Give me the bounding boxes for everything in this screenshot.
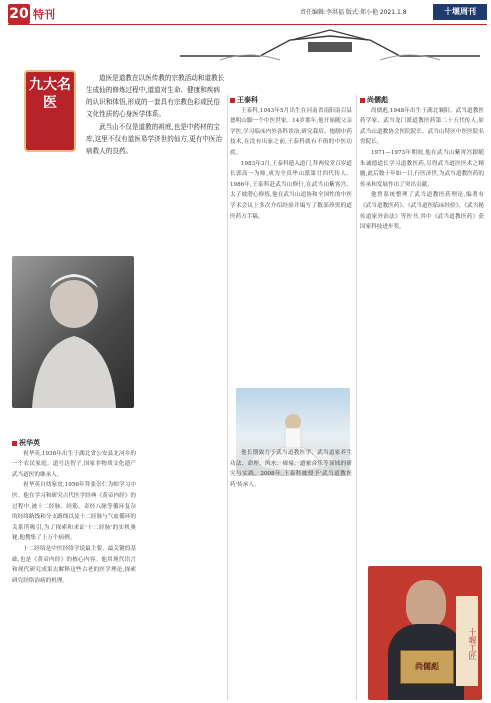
doctor-name: 祝华英 [19,438,40,447]
article-paragraph: 王泰科,1943年5月出生在河南省南阳南召县德明山脚一个中医世家。14岁那年,他开始随父亲学医,学习临床内外各科诊治,研究栽培、炮制中药技术,在没有出家之前,王泰科就有不俗的中医功底。 [230,107,352,156]
article-paragraph: 他长期致力于武当道教医学、武当道家养生功法、命理、风水、周易、道家音乐等领域的研究与实践。2008年,王泰科被授予'武当道教医药'传承人。 [230,450,352,488]
intro-text [86,72,226,158]
bullet-square [230,98,235,103]
bullet-square [360,98,365,103]
article-paragraph: 十二经络是中医经络学说最主要、最关键的基础,也是《黄帝内经》的核心内容。他用现代语言和现代研究成果去解释这些古老的医学理论,探索研究经络治病的机理。 [12,545,136,584]
brand-tag: 十堰周刊 [433,4,487,20]
doctor-name: 尚儒彪 [367,95,388,104]
bullet-square [12,441,17,446]
column-badge: 九大名医 [24,70,76,152]
portrait-silhouette [12,256,134,408]
section-title: 特刊 [33,8,55,21]
honor-banner: 十堰工匠 [456,596,478,686]
article-zhu [12,438,136,700]
column-divider [227,95,228,700]
article-paragraph: 1971—1973年期间,他在武当山紫霄宫跟随朱诚德道长学习道教医药,尽得武当道医医术之精髓,此后数十年如一日,行医济世,为武当道教医药的传承和发展作出了突出贡献。 [360,149,484,188]
column-divider [356,95,357,700]
intro-paragraph: 武当山不仅是道教的祖庭,也是中药材的宝库,这里不仅有道医易学济世的仙方,更有中医治病救人的良药。 [86,123,223,155]
header-rule [8,24,487,25]
article-wang [230,95,352,380]
article-paragraph: 祝华英自幼家贫,1956年拜张崇仁为师学习中医。他在学习和研究古代医学经典《黄帝内经》的过程中,被十二经脉、经筋、奇经八脉等循环复杂的经络路线和分支路线以及十二经脉与气血循环的关系所吸引,为了探索和求证'十二经脉'的实机奥秘,他搜集了上万个病例。 [12,482,136,542]
name-plaque: 尚儒彪 [400,650,454,684]
article-shang [360,95,484,545]
temple-roof-decoration [180,26,480,62]
article-wang-continued [230,448,352,703]
article-paragraph: 尚儒彪,1948年出生于湖北襄阳。武当道教医药学家、武当龙门派道教医药第二十五代传人,原武当山道教协会医院院长、武当山特区中医医院名誉院长。 [360,107,484,146]
portrait-photo-shang [368,566,482,700]
intro-paragraph: 道医是道教在以医传教的宗教活动和道教长生成仙的修炼过程中,道道对生命、健康和疾病的认识和体悟,形成的一套具有宗教色彩或民俗文化性质的心身医学体系。 [86,74,225,118]
editor-meta: 责任编辑:李洪福 版式:郑小艳 2021.1.8 [300,9,407,16]
article-paragraph: 他曾系统整理了武当道教医药理论,编著有《武当道教医药》、《武当道医临床经验》、《武当秘传道家外治法》等医书,其中《武当道教医药》获国家科技进步奖。 [360,192,484,231]
portrait-photo-zhu [12,256,134,408]
article-paragraph: 祝华英,1938年出生于湖北省公安县北河乡的一个农民家庭。道号达智子,国家非物质文化遗产武当道医的继承人。 [12,450,136,478]
page-number: 20 [9,6,29,22]
article-paragraph: 1983年3月,王泰科遁入道门,拜两仪堂百岁道长郭高一为师,成为全真华山派第廿四代传人。1986年,王泰科赴武当山修行,在武当山紫霄宫、太子坡潜心修炼,他在武当山道协和全国性的中医学术会议上多次介绍经验并编写了数部珍贵的道医药方手稿。 [230,160,352,220]
doctor-name: 王泰科 [237,95,258,104]
portrait-head [406,580,446,628]
